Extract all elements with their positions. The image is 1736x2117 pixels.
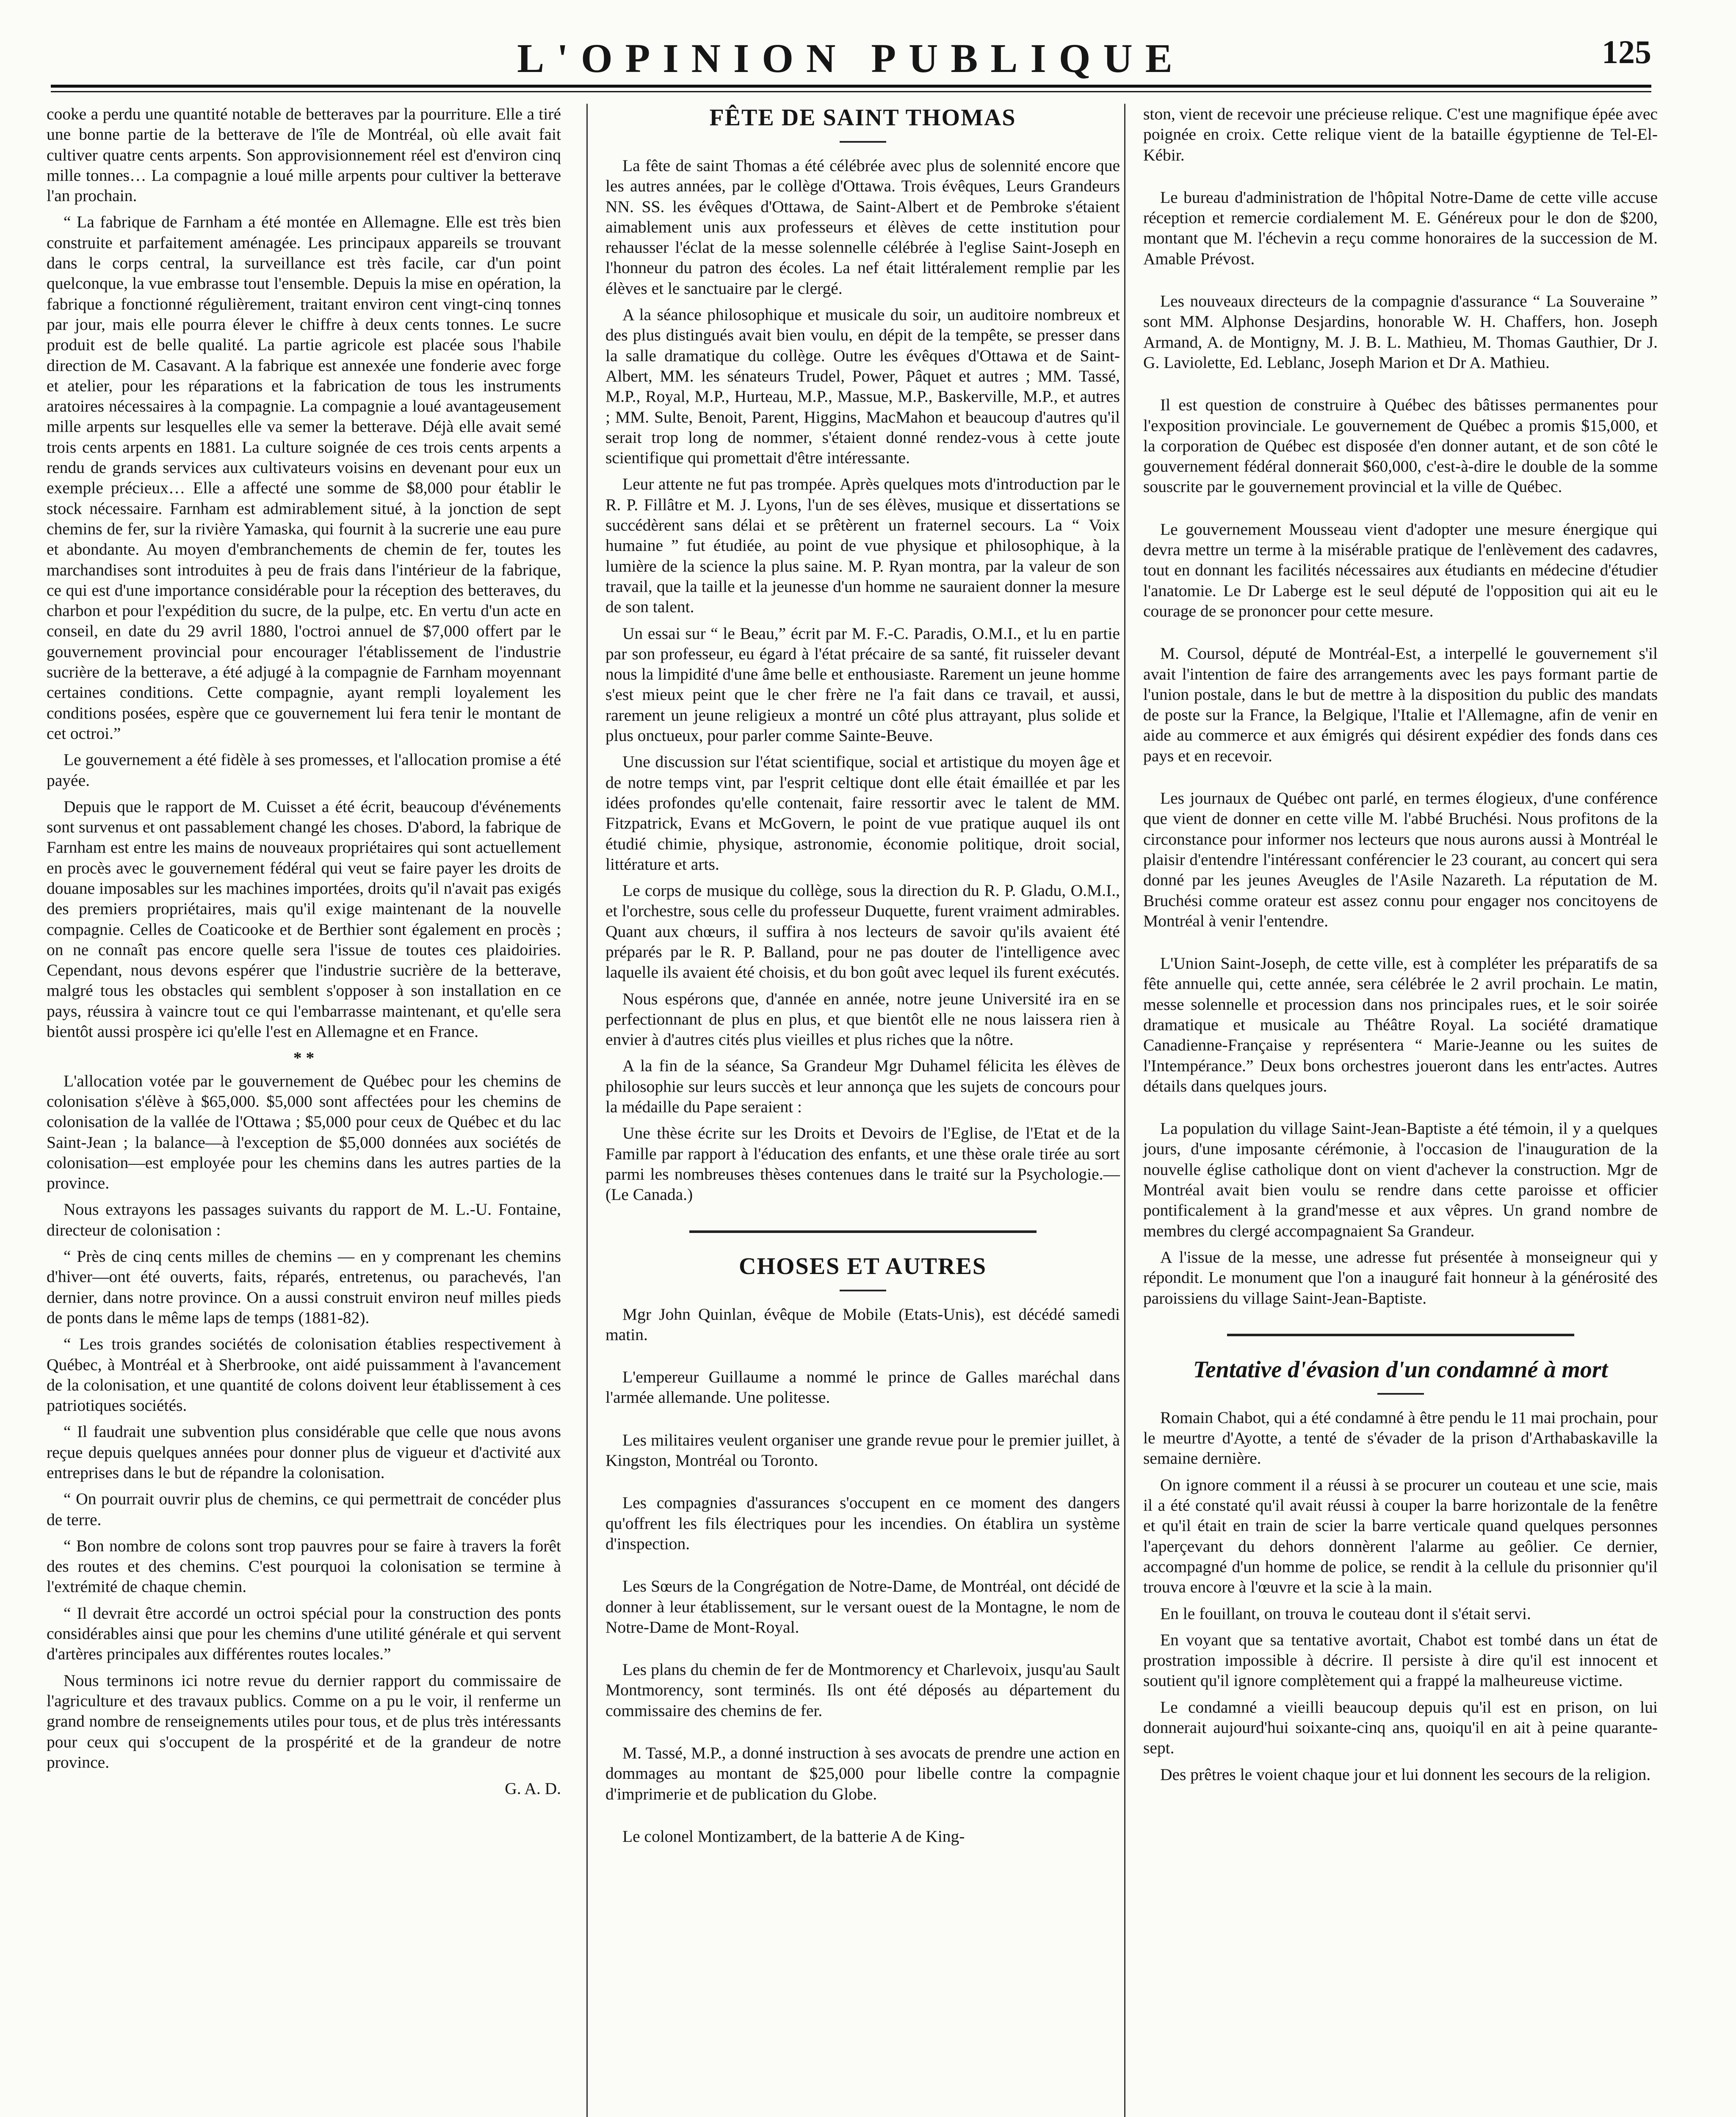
article-heading: Tentative d'évasion d'un condamné à mort xyxy=(1193,1356,1608,1383)
news-item: Les militaires veulent organiser une grande revue pour le premier juillet, à Kingston, Montréal ou Toronto. xyxy=(605,1430,1120,1470)
column-2 xyxy=(605,104,1120,1852)
article-paragraph: “ Les trois grandes sociétés de colonisation établies respectivement à Québec, à Montréal et à Sherbrooke, ont aidé puissamment à l'avancement de la colonisation, et une quantité de colons doivent leur établissement à ces patriotiques sociétés. xyxy=(47,1335,561,1415)
article-paragraph: En voyant que sa tentative avortait, Chabot est tombé dans un état de prostration impossible à décrire. Il persiste à dire qu'il est innocent et soutient qu'il ignore complètement qui a frappé la malheureuse victime. xyxy=(1143,1630,1658,1690)
article-heading: FÊTE DE SAINT THOMAS xyxy=(709,105,1016,131)
article-paragraph: Le condamné a vieilli beaucoup depuis qu'il est en prison, on lui donnerait aujourd'hui soixante-cinq ans, quoiqu'il en ait à peine quarante-sept. xyxy=(1143,1697,1658,1758)
article-paragraph: Des prêtres le voient chaque jour et lui donnent les secours de la religion. xyxy=(1160,1765,1651,1784)
author-signature: G. A. D. xyxy=(505,1779,561,1798)
heading-rule xyxy=(840,141,886,143)
article-paragraph: L'allocation votée par le gouvernement de Québec pour les chemins de colonisation s'élève à $65,000. $5,000 sont affectées pour les chemins de colonisation de la vallée de l'Ottawa ; $5,000 pour ceux de Québec et du lac Saint-Jean ; la balance—à l'exception de $5,000 données aux sociétés de colonisation—est employée pour les chemins dans les autres parties de la province. xyxy=(47,1071,561,1193)
masthead-rule-thick xyxy=(51,85,1651,88)
section-heading: CHOSES ET AUTRES xyxy=(739,1253,987,1280)
news-item: Les plans du chemin de fer de Montmorency et Charlevoix, jusqu'au Sault Montmorency, sont terminés. Ils ont été déposés au département du commissaire des chemins de fer. xyxy=(605,1660,1120,1720)
news-item: M. Coursol, député de Montréal-Est, a interpellé le gouvernement s'il avait l'intention de faire des arrangements avec les pays formant partie de l'union postale, dans le but de mettre à la disposition du public des mandats de poste sur la France, la Belgique, l'Italie et l'Allemagne, afin de venir en aide au commerce et aux émigrés qui désirent expédier des fonds dans ces pays et en recevoir. xyxy=(1143,644,1658,765)
news-item: La population du village Saint-Jean-Baptiste a été témoin, il y a quelques jours, d'une imposante cérémonie, à l'occasion de l'inauguration de la nouvelle église catholique dont on vient d'achever la construction. Mgr de Montréal avait bien voulu se rendre dans cette paroisse et officier pontificalement à la grand'messe et aux vêpres. Un grand nombre de membres du clergé accompagnaient Sa Grandeur. xyxy=(1143,1119,1658,1240)
masthead-rule-thin xyxy=(51,91,1651,92)
article-paragraph: Un essai sur “ le Beau,” écrit par M. F.-C. Paradis, O.M.I., et lu en partie par son professeur, eu égard à l'état précaire de sa santé, fit ruisseler devant nous la limpidité d'une âme belle et enthousiaste. Rarement un jeune homme s'est mieux peint que le cher frère ne l'a fait dans ce travail, et aussi, rarement un jeune religieux a montré un côté plus attrayant, plus solide et plus onctueux, pour parler comme Sainte-Beuve. xyxy=(605,624,1120,745)
news-item: L'empereur Guillaume a nommé le prince de Galles maréchal dans l'armée allemande. Une politesse. xyxy=(605,1368,1120,1407)
masthead xyxy=(51,25,1651,89)
article-paragraph: Le gouvernement a été fidèle à ses promesses, et l'allocation promise a été payée. xyxy=(47,750,561,790)
news-item: Les nouveaux directeurs de la compagnie d'assurance “ La Souveraine ” sont MM. Alphonse Desjardins, honorable W. H. Chaffers, hon. Joseph Armand, A. de Montigny, M. J. B. L. Mathieu, M. Thomas Gauthier, Dr J. G. Laviolette, Ed. Leblanc, Joseph Marion et Dr A. Mathieu. xyxy=(1143,292,1658,372)
article-paragraph: A la séance philosophique et musicale du soir, un auditoire nombreux et des plus distingués avait bien voulu, en dépit de la tempête, se presser dans la salle dramatique du collège. Outre les évêques d'Ottawa et de Saint-Albert, MM. les sénateurs Trudel, Power, Pâquet et autres ; MM. Tassé, M.P., Royal, M.P., Hurteau, M.P., Massue, M.P., Baskerville, M.P., et autres ; MM. Sulte, Benoit, Parent, Higgins, MacMahon et beaucoup d'autres qu'il serait trop long de nommer, s'étaient donné rendez-vous à cette joute scientifique qui promettait d'être intéressante. xyxy=(605,305,1120,467)
article-paragraph: “ La fabrique de Farnham a été montée en Allemagne. Elle est très bien construite et parfaitement aménagée. Les principaux appareils se trouvant dans le corps central, la surveillance est très facile, car d'un point quelconque, la vue embrasse tout l'ensemble. Depuis la mise en opération, la fabrique a fonctionné régulièrement, traitant environ cent vingt-cinq tonnes par jour, mais elle pourra élever le chiffre à deux cents tonnes. Le sucre produit est de belle qualité. La partie agricole est placée sous l'habile direction de M. Casavant. A la fabrique est annexée une fonderie avec forge et atelier, pour les réparations et la fabrication de tous les instruments aratoires nécessaires à la compagnie. La compagnie a loué avantageusement mille arpents sur lesquelles elle va semer la betterave. Déjà elle avait semé trois cents arpents en 1881. La culture soignée de ces trois cents arpents a rendu de grands services aux cultivateurs voisins en devenant pour eux un exemple précieux… Elle a affecté une somme de $8,000 pour établir le stock nécessaire. Farnham est admirablement situé, à la jonction de sept chemins de fer, sur la rivière Yamaska, qui fournit à la sucrerie une eau pure et abondante. Au moyen d'embranchements de chemin de fer, toutes les marchandises sont introduites à peu de frais dans l'intérieur de la fabrique, ce qui est d'une importance considérable pour la réception des betteraves, du charbon et pour l'expédition du sucre, de la pulpe, etc. En vertu d'un acte en conseil, en date du 29 avril 1880, l'octroi annuel de $7,000 offert par le gouvernement provincial pour encourager l'établissement de l'industrie sucrière de la betterave, a été adjugé à la compagnie de Farnham moyennant certaines conditions. Cette compagnie, ayant rempli loyalement les conditions posées, espère que ce gouvernement lui fera tenir le montant de cet octroi.” xyxy=(47,213,561,743)
news-item: Les Sœurs de la Congrégation de Notre-Dame, de Montréal, ont décidé de donner à leur établissement, sur le versant ouest de la Montagne, le nom de Notre-Dame de Mont-Royal. xyxy=(605,1577,1120,1636)
article-paragraph: “ Bon nombre de colons sont trop pauvres pour se faire à travers la forêt des routes et des chemins. C'est pourquoi la colonisation se termine à l'extrémité de chaque chemin. xyxy=(47,1536,561,1596)
news-item: Les journaux de Québec ont parlé, en termes élogieux, d'une conférence que vient de donner en cette ville M. l'abbé Bruchési. Nous profitons de la circonstance pour informer nos lecteurs que nous aurons aussi à Montréal le plaisir d'entendre l'intéressant conférencier le 23 courant, au concert qui sera donné par les jeunes Aveugles de l'Asile Nazareth. La réputation de M. Bruchési comme orateur est assez connu pour engager nos concitoyens de Montréal à venir l'entendre. xyxy=(1143,789,1658,930)
column-divider xyxy=(1124,104,1125,2117)
news-item: Le bureau d'administration de l'hôpital Notre-Dame de cette ville accuse réception et remercie cordialement M. E. Généreux pour le don de $200, montant que M. l'échevin a reçu comme honoraires de la succession de M. Amable Prévost. xyxy=(1143,188,1658,268)
section-rule xyxy=(689,1230,1037,1233)
news-item: Il est question de construire à Québec des bâtisses permanentes pour l'exposition provinciale. Le gouvernement de Québec a promis $15,000, et la corporation de Québec est disposée d'en donner autant, et de son côté le gouvernement fédéral donnerait $60,000, c'est-à-dire le double de la somme souscrite par le gouvernement provincial et la ville de Québec. xyxy=(1143,395,1658,496)
article-paragraph: Le corps de musique du collège, sous la direction du R. P. Gladu, O.M.I., et l'orchestre, sous celle du professeur Duquette, furent vraiment admirables. Quant aux chœurs, il suffira à nos lecteurs de savoir qu'ils avaient été préparés par le R. P. Balland, pour ne pas douter de l'intelligence avec laquelle ils avaient été choisis, et du bon goût avec lequel ils furent exécutés. xyxy=(605,881,1120,982)
article-paragraph: A la fin de la séance, Sa Grandeur Mgr Duhamel félicita les élèves de philosophie sur leurs succès et leur annonça que les sujets de concours pour la médaille du Pape seraient : xyxy=(605,1056,1120,1117)
article-paragraph: “ Il devrait être accordé un octroi spécial pour la construction des ponts considérables ainsi que pour les chemins d'une utilité générale et qui servent d'artères principales aux différentes routes locales.” xyxy=(47,1603,561,1664)
article-paragraph: “ On pourrait ouvrir plus de chemins, ce qui permettrait de concéder plus de terre. xyxy=(47,1490,561,1529)
news-item: ston, vient de recevoir une précieuse relique. C'est une magnifique épée avec poignée en croix. Cette relique vient de la bataille égyptienne de Tel-El-Kébir. xyxy=(1143,105,1658,164)
article-paragraph: Une discussion sur l'état scientifique, social et artistique du moyen âge et de notre temps vint, par l'esprit celtique dont elle était émaillée et par les idées profondes qu'elle contenait, faire ressortir avec le talent de MM. Fitzpatrick, Evans et McGovern, le point de vue pratique auquel ils ont étudié chimie, physique, astronomie, économie politique, droit social, littérature et arts. xyxy=(605,752,1120,873)
article-paragraph: Nous terminons ici notre revue du dernier rapport du commissaire de l'agriculture et des travaux publics. Comme on a pu le voir, il renferme un grand nombre de renseignements utiles pour tous, et de plus très intéressants pour ceux qui s'occupent de la prospérité et de la grandeur de notre province. xyxy=(47,1671,561,1772)
article-paragraph: Depuis que le rapport de M. Cuisset a été écrit, beaucoup d'événements sont survenus et ont passablement changé les choses. D'abord, la fabrique de Farnham est entre les mains de nouveaux propriétaires qui sont actuellement en procès avec le gouvernement fédéral qui veut se faire payer les droits de douane imposables sur les machines importées, droits qu'il n'avait pas exigés des premiers propriétaires, mais qu'il exige maintenant de la nouvelle compagnie. Celles de Coaticooke et de Berthier sont également en procès ; on ne connaît pas encore quelle sera l'issue de toutes ces plaidoiries. Cependant, nous devons espérer que l'industrie sucrière de la betterave, malgré tous les obstacles qui semblent s'opposer à son installation en ce pays, réussira à vaincre tout ce qui l'embarrasse maintenant, et qu'elle sera bientôt aussi prospère ici qu'elle l'est en Allemagne et en France. xyxy=(47,797,561,1041)
article-paragraph: “ Près de cinq cents milles de chemins — en y comprenant les chemins d'hiver—ont été ouverts, faits, réparés, entretenus, ou parachevés, l'an dernier, dans notre province. On a aussi construit environ neuf milles pieds de ponts dans le même laps de temps (1881-82). xyxy=(47,1247,561,1327)
column-1 xyxy=(47,104,561,1805)
column-3 xyxy=(1143,104,1658,1791)
news-item: Le colonel Montizambert, de la batterie A de King- xyxy=(622,1827,965,1846)
news-item: L'Union Saint-Joseph, de cette ville, est à compléter les préparatifs de sa fête annuelle qui, cette année, sera célébrée le 2 avril prochain. Le matin, messe solennelle et procession dans nos principales rues, et le soir soirée dramatique et musicale au Théâtre Royal. La société dramatique Canadienne-Française y représentera “ Marie-Jeanne ou les suites de l'Intempérance.” Deux bons orchestres joueront dans les entr'actes. Autres détails dans quelques jours. xyxy=(1143,954,1658,1095)
article-paragraph: “ Il faudrait une subvention plus considérable que celle que nous avons reçue depuis quelques années pour donner plus de vigueur et d'activité aux entreprises dans le but de répandre la colonisation. xyxy=(47,1422,561,1482)
news-item: M. Tassé, M.P., a donné instruction à ses avocats de prendre une action en dommages au montant de $25,000 pour libelle contre la compagnie d'imprimerie et de publication du Globe. xyxy=(605,1744,1120,1803)
article-paragraph: La fête de saint Thomas a été célébrée avec plus de solennité encore que les autres années, par le collège d'Ottawa. Trois évêques, Leurs Grandeurs NN. SS. les évêques d'Ottawa, de Saint-Albert et de Pembroke s'étaient aimablement unis aux professeurs et élèves de cette institution pour rehausser l'éclat de la messe solennelle célébrée à l'eglise Saint-Joseph en l'honneur du patron des écoles. La nef était littéralement remplie par les élèves et le sanctuaire par le clergé. xyxy=(605,156,1120,298)
article-paragraph: Une thèse écrite sur les Droits et Devoirs de l'Eglise, de l'Etat et de la Famille par rapport à l'éducation des enfants, et une thèse orale tirée au sort parmi les nombreuses thèses contenues dans le traité sur la Psychologie.—(Le Canada.) xyxy=(605,1124,1120,1204)
section-rule xyxy=(1227,1334,1574,1336)
article-paragraph: On ignore comment il a réussi à se procurer un couteau et une scie, mais il a été constaté qu'il avait réussi à couper la barre horizontale de la fenêtre et qu'il était en train de scier la barre verticale quand quelques personnes l'aperçevant du dehors donnèrent l'alarme au geôlier. Ce dernier, accompagné d'un homme de police, se rendit à la cellule du prisonnier qu'il trouva encore à l'œuvre et la scie à la main. xyxy=(1143,1475,1658,1597)
page-number: 125 xyxy=(1602,33,1651,70)
newspaper-title: L'OPINION PUBLIQUE xyxy=(517,36,1185,81)
article-paragraph: cooke a perdu une quantité notable de betteraves par la pourriture. Elle a tiré une bonne partie de la betterave de l'île de Montréal, où elle avait fait cultiver quatre cents arpents. Son approvisionnement réel est d'environ cinq mille tonnes… La compagnie a loué mille arpents pour cultiver la betterave l'an prochain. xyxy=(47,105,561,205)
news-item: Les compagnies d'assurances s'occupent en ce moment des dangers qu'offrent les fils électriques pour les incendies. On établira un système d'inspection. xyxy=(605,1493,1120,1553)
news-item: Le gouvernement Mousseau vient d'adopter une mesure énergique qui devra mettre un terme à la misérable pratique de l'enlèvement des cadavres, tout en donnant les facilités nécessaires aux étudiants en médecine d'étudier l'anatomie. Le Dr Laberge est le seul député de l'opposition qui ait eu le courage de se prononcer pour cette mesure. xyxy=(1143,520,1658,620)
article-paragraph: Leur attente ne fut pas trompée. Après quelques mots d'introduction par le R. P. Fillâtre et M. J. Lyons, l'un de ses élèves, musique et dissertations se succédèrent sans délai et se prêtèrent un fraternel secours. La “ Voix humaine ” fut étudiée, au point de vue physique et philosophique, à la lumière de la science la plus saine. M. P. Ryan montra, par la valeur de son travail, que la taille et la jeunesse d'un homme ne sauraient donner la mesure de son talent. xyxy=(605,475,1120,616)
news-item: Mgr John Quinlan, évêque de Mobile (Etats-Unis), est décédé samedi matin. xyxy=(605,1304,1120,1344)
article-paragraph: En le fouillant, on trouva le couteau dont il s'était servi. xyxy=(1160,1604,1531,1623)
heading-rule xyxy=(1377,1393,1424,1395)
article-paragraph: Nous espérons que, d'année en année, notre jeune Université ira en se perfectionnant de plus en plus, et que bientôt elle ne nous laissera rien à envier à d'autres cités plus vieilles et plus riches que la nôtre. xyxy=(605,989,1120,1049)
section-separator-stars: * * xyxy=(293,1048,315,1067)
article-paragraph: Romain Chabot, qui a été condamné à être pendu le 11 mai prochain, pour le meurtre d'Ayotte, a tenté de s'évader de la prison d'Arthabaskaville la semaine dernière. xyxy=(1143,1408,1658,1468)
article-paragraph: Nous extrayons les passages suivants du rapport de M. L.-U. Fontaine, directeur de colonisation : xyxy=(47,1200,561,1239)
column-divider xyxy=(586,104,588,2117)
heading-rule xyxy=(840,1290,886,1291)
news-item: A l'issue de la messe, une adresse fut présentée à monseigneur qui y répondit. Le monument que l'on a inauguré fait honneur à la générosité des paroissiens du village Saint-Jean-Baptiste. xyxy=(1143,1247,1658,1307)
